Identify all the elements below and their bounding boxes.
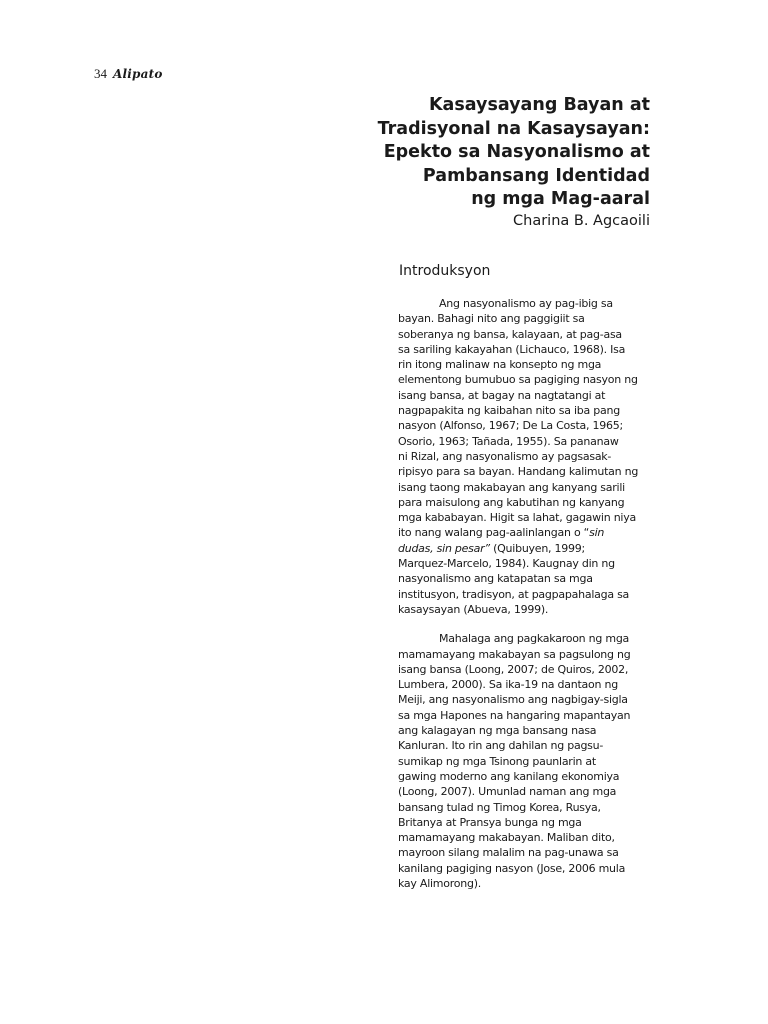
author-name: Charina B. Agcaoili (513, 213, 650, 229)
text-line: sa sariling kakayahan (Lichauco, 1968). Isa (398, 342, 626, 356)
text-line: elementong bumubuo sa pagiging nasyon ng (398, 373, 638, 387)
text-line: Mahalaga ang pagkakaroon ng mga (439, 632, 630, 646)
article-title (350, 94, 650, 212)
text-line: Osorio, 1963; Tañada, 1955). Sa pananaw (398, 434, 619, 448)
text-line: Lumbera, 2000). Sa ika-19 na dantaon ng (398, 678, 618, 692)
paragraph-2 (398, 631, 658, 891)
text-line: ang kalagayan ng mga bansang nasa (398, 724, 597, 738)
text-line: para maisulong ang kabutihan ng kanyang (398, 495, 625, 509)
text-line: rin itong malinaw na konsepto ng mga (398, 358, 602, 372)
text-line: institusyon, tradisyon, at pagpapahalaga sa (398, 587, 630, 601)
text-line: kay Alimorong). (398, 876, 482, 890)
text-line-with-italic (398, 525, 658, 540)
text-line: ni Rizal, ang nasyonalismo ay pagsasak- (398, 449, 612, 463)
text-line: gawing moderno ang kanilang ekonomiya (398, 769, 620, 783)
title-line: Kasaysayang Bayan at (429, 95, 650, 115)
text-line: mamamayang makabayan sa pagsulong ng (398, 647, 631, 661)
text-line: mga kababayan. Higit sa lahat, gagawin niya (398, 511, 636, 525)
section-heading: Introduksyon (399, 263, 491, 279)
text-line: bansang tulad ng Timog Korea, Rusya, (398, 800, 601, 814)
body-text (398, 296, 658, 905)
text-line: isang bansa, at bagay na nagtatangi at (398, 388, 606, 402)
text-line: nagpapakita ng kaibahan nito sa iba pang (398, 404, 620, 418)
text-line: kanilang pagiging nasyon (Jose, 2006 mula (398, 861, 626, 875)
paragraph-1 (398, 296, 658, 617)
italic-phrase: dudas, sin pesar” (398, 541, 490, 555)
text-line: Kanluran. Ito rin ang dahilan ng pagsu- (398, 739, 604, 753)
text-line: nasyon (Alfonso, 1967; De La Costa, 1965; (398, 419, 623, 433)
title-line: Epekto sa Nasyonalismo at (383, 142, 650, 162)
text-line: mamamayang makabayan. Maliban dito, (398, 831, 615, 845)
text-line: soberanya ng bansa, kalayaan, at pag-asa (398, 327, 622, 341)
text-line: Marquez-Marcelo, 1984). Kaugnay din ng (398, 557, 615, 571)
text-line: isang taong makabayan ang kanyang sarili (398, 480, 625, 494)
journal-name: Alipato (113, 67, 163, 81)
text-line: sa mga Hapones na hangaring mapantayan (398, 708, 631, 722)
running-header (94, 66, 163, 82)
text-line: ripisyo para sa bayan. Handang kalimutan ng (398, 465, 639, 479)
text-run: ito nang walang pag-aalinlangan o “ (398, 526, 590, 540)
title-line: Tradisyonal na Kasaysayan: (377, 118, 650, 139)
text-line: kasaysayan (Abueva, 1999). (398, 602, 549, 616)
text-line: sumikap ng mga Tsinong paunlarin at (398, 754, 596, 768)
text-line: nasyonalismo ang katapatan sa mga (398, 572, 593, 586)
text-line: Britanya at Pransya bunga ng mga (398, 815, 582, 829)
title-line: Pambansang Identidad (422, 165, 650, 186)
title-line: ng mga Mag-aaral (471, 189, 650, 209)
text-line: mayroon silang malalim na pag-unawa sa (398, 846, 619, 860)
text-line-with-italic (398, 541, 658, 556)
text-line: Ang nasyonalismo ay pag-ibig sa (439, 297, 613, 310)
text-run: (Quibuyen, 1999; (489, 541, 585, 555)
page-number: 34 (94, 66, 107, 81)
text-line: (Loong, 2007). Umunlad naman ang mga (398, 785, 617, 799)
text-line: bayan. Bahagi nito ang paggigiit sa (398, 312, 585, 326)
text-line: Meiji, ang nasyonalismo ang nagbigay-sigla (398, 693, 628, 707)
text-line: isang bansa (Loong, 2007; de Quiros, 2002, (398, 662, 629, 676)
italic-phrase: sin (589, 526, 605, 540)
